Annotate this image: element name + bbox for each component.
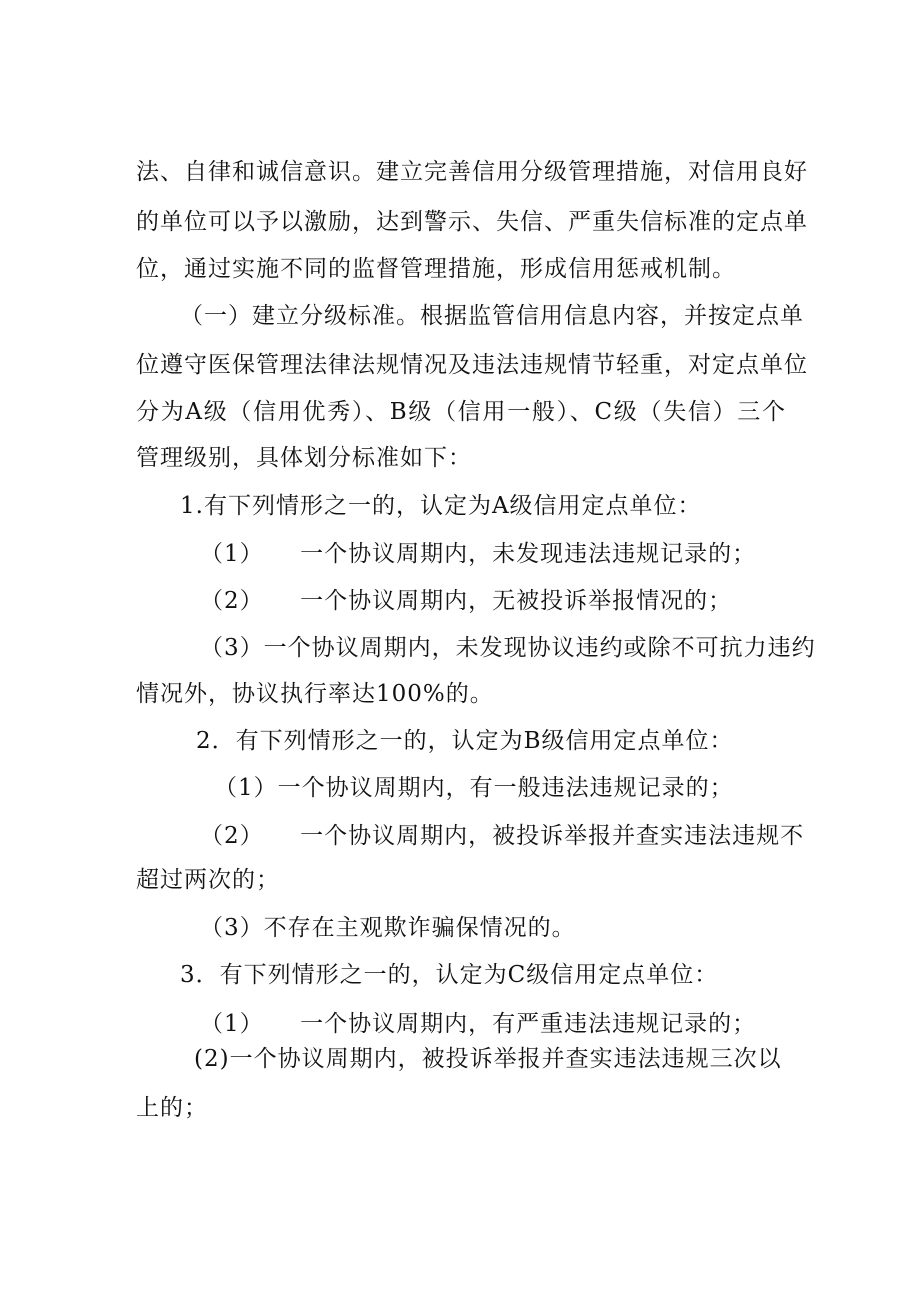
section-heading-line-2: 位遵守医保管理法律法规情况及违法违规情节轻重，对定点单位 xyxy=(136,352,808,378)
level-b-heading: 2．有下列情形之一的，认定为B级信用定点单位： xyxy=(196,728,734,754)
paragraph-line-3: 位，通过实施不同的监督管理措施，形成信用惩戒机制。 xyxy=(136,256,736,282)
level-a-item-2: （2） 一个协议周期内，无被投诉举报情况的； xyxy=(200,588,733,614)
level-a-item-1: （1） 一个协议周期内，未发现违法违规记录的； xyxy=(200,541,757,567)
level-a-item-3-line-2: 情况外，协议执行率达100%的。 xyxy=(136,681,494,707)
level-c-item-2-line-2: 上的； xyxy=(136,1095,208,1121)
level-a-item-3-line-1: （3）一个协议周期内，未发现协议违约或除不可抗力违约 xyxy=(200,635,816,661)
level-c-heading: 3．有下列情形之一的，认定为C级信用定点单位： xyxy=(180,962,719,988)
level-c-item-2-line-1: (2)一个协议周期内，被投诉举报并查实违法违规三次以 xyxy=(194,1046,782,1072)
level-a-heading: 1.有下列情形之一的，认定为A级信用定点单位： xyxy=(180,493,702,519)
level-b-item-3: （3）不存在主观欺诈骗保情况的。 xyxy=(200,915,576,941)
level-b-item-2-line-2: 超过两次的； xyxy=(136,867,280,893)
section-heading-line-3: 分为A级（信用优秀）、B级（信用一般）、C级（失信）三个 xyxy=(136,399,786,425)
level-b-item-1: （1）一个协议周期内，有一般违法违规记录的； xyxy=(214,775,734,801)
paragraph-line-2: 的单位可以予以激励，达到警示、失信、严重失信标准的定点单 xyxy=(136,209,808,235)
paragraph-line-1: 法、自律和诚信意识。建立完善信用分级管理措施，对信用良好 xyxy=(136,159,808,185)
level-c-item-1: （1） 一个协议周期内，有严重违法违规记录的； xyxy=(200,1011,757,1037)
section-heading-line-1: （一）建立分级标准。根据监管信用信息内容，并按定点单 xyxy=(180,303,804,329)
level-b-item-2-line-1: （2） 一个协议周期内，被投诉举报并查实违法违规不 xyxy=(200,823,805,849)
section-heading-line-4: 管理级别，具体划分标准如下： xyxy=(136,445,472,471)
